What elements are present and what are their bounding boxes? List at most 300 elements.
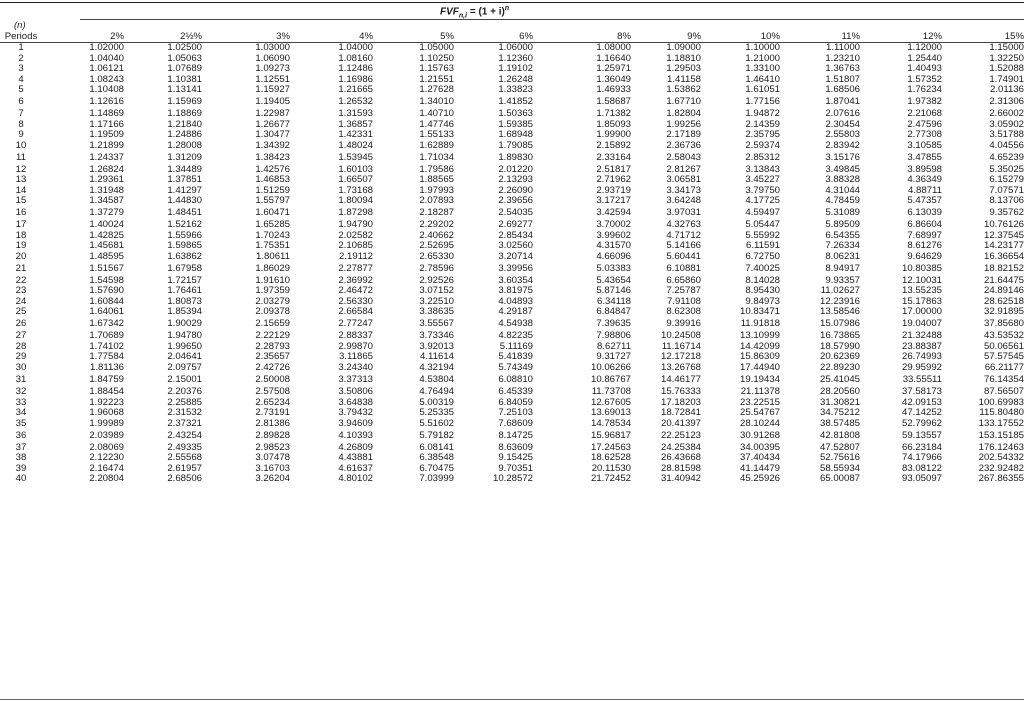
factor-cell: 3.49845 bbox=[825, 163, 860, 175]
period-cell: 23 bbox=[15, 285, 27, 297]
factor-cell: 76.14354 bbox=[983, 374, 1024, 386]
factor-cell: 6.08810 bbox=[498, 374, 533, 386]
factor-cell: 9.15425 bbox=[498, 452, 533, 464]
factor-cell: 9.64629 bbox=[907, 250, 942, 262]
factor-cell: 2.46472 bbox=[338, 285, 373, 297]
factor-cell: 34.75212 bbox=[819, 407, 860, 419]
factor-cell: 1.76461 bbox=[167, 285, 202, 297]
period-cell: 16 bbox=[15, 207, 27, 219]
factor-cell: 2.02582 bbox=[338, 229, 373, 241]
factor-cell: 21.64475 bbox=[983, 274, 1024, 286]
period-cell: 4 bbox=[18, 73, 24, 85]
factor-cell: 4.80102 bbox=[338, 473, 373, 485]
period-cell: 2 bbox=[18, 52, 24, 64]
factor-cell: 2.52695 bbox=[419, 240, 454, 252]
factor-cell: 52.79962 bbox=[901, 417, 942, 429]
factor-cell: 8.63609 bbox=[498, 441, 533, 453]
factor-cell: 3.16703 bbox=[255, 462, 290, 474]
period-cell: 32 bbox=[15, 386, 27, 398]
factor-cell: 22.89230 bbox=[819, 361, 860, 373]
factor-cell: 2.10685 bbox=[338, 240, 373, 252]
factor-cell: 21.32488 bbox=[901, 330, 942, 342]
factor-cell: 9.93357 bbox=[825, 274, 860, 286]
factor-cell: 11.91818 bbox=[740, 318, 780, 330]
factor-cell: 32.91895 bbox=[983, 306, 1024, 318]
factor-cell: 83.08122 bbox=[901, 462, 942, 474]
factor-cell: 1.77584 bbox=[89, 351, 124, 363]
factor-cell: 4.65239 bbox=[989, 151, 1024, 163]
factor-cell: 1.26824 bbox=[89, 163, 124, 175]
factor-cell: 5.89509 bbox=[825, 219, 860, 231]
table-row bbox=[0, 262, 1024, 276]
factor-cell: 1.90029 bbox=[167, 318, 202, 330]
factor-cell: 1.94872 bbox=[745, 108, 780, 120]
period-cell: 30 bbox=[15, 361, 27, 373]
factor-cell: 1.21840 bbox=[167, 118, 202, 130]
factor-cell: 1.31593 bbox=[338, 108, 373, 120]
factor-cell: 10.86767 bbox=[590, 374, 631, 386]
factor-cell: 3.92013 bbox=[419, 340, 454, 352]
factor-cell: 13.58546 bbox=[819, 306, 860, 318]
factor-cell: 6.84847 bbox=[596, 306, 631, 318]
factor-cell: 7.39635 bbox=[596, 318, 631, 330]
factor-cell: 1.13141 bbox=[167, 84, 202, 95]
factor-cell: 25.41045 bbox=[819, 374, 860, 386]
factor-cell: 2.13293 bbox=[498, 174, 533, 186]
factor-cell: 42.81808 bbox=[819, 429, 860, 441]
factor-cell: 2.55568 bbox=[167, 452, 202, 464]
factor-cell: 1.26532 bbox=[338, 96, 373, 108]
factor-cell: 1.71382 bbox=[596, 108, 631, 120]
factor-cell: 2.39656 bbox=[498, 195, 533, 207]
factor-cell: 1.36763 bbox=[825, 63, 860, 74]
factor-cell: 6.72750 bbox=[745, 250, 780, 262]
factor-cell: 7.68997 bbox=[907, 229, 942, 241]
factor-cell: 8.62308 bbox=[666, 306, 701, 318]
factor-cell: 7.03999 bbox=[419, 473, 454, 485]
factor-cell: 1.74901 bbox=[989, 73, 1024, 85]
factor-cell: 18.57990 bbox=[819, 340, 860, 352]
factor-cell: 11.73708 bbox=[591, 386, 631, 398]
factor-cell: 25.54767 bbox=[739, 407, 780, 419]
factor-cell: 10.28572 bbox=[492, 473, 533, 485]
table-row bbox=[0, 207, 1024, 221]
factor-cell: 23.88387 bbox=[901, 340, 942, 352]
factor-cell: 22.25123 bbox=[660, 429, 701, 441]
factor-cell: 1.57352 bbox=[907, 73, 942, 85]
factor-cell: 3.11865 bbox=[339, 351, 373, 363]
factor-cell: 4.32763 bbox=[666, 219, 701, 231]
factor-cell: 1.73168 bbox=[338, 184, 373, 196]
factor-cell: 3.07478 bbox=[255, 452, 290, 464]
factor-cell: 38.57485 bbox=[819, 417, 860, 429]
factor-cell: 3.06581 bbox=[666, 174, 701, 186]
factor-cell: 3.15176 bbox=[825, 151, 860, 163]
factor-cell: 13.69013 bbox=[590, 407, 631, 419]
period-cell: 40 bbox=[15, 473, 27, 485]
factor-cell: 1.60471 bbox=[255, 207, 290, 219]
factor-cell: 1.34489 bbox=[167, 163, 202, 175]
period-cell: 35 bbox=[15, 417, 27, 429]
factor-cell: 2.56330 bbox=[338, 295, 373, 307]
factor-cell: 17.44940 bbox=[739, 361, 780, 373]
factor-cell: 15.96817 bbox=[590, 429, 631, 441]
factor-cell: 24.25384 bbox=[660, 441, 701, 453]
factor-cell: 1.24886 bbox=[167, 129, 202, 141]
factor-cell: 10.80385 bbox=[901, 262, 942, 274]
factor-cell: 7.26334 bbox=[825, 240, 860, 252]
factor-cell: 5.05447 bbox=[745, 219, 780, 231]
factor-cell: 37.85680 bbox=[983, 318, 1024, 330]
factor-cell: 18.62528 bbox=[590, 452, 631, 464]
factor-cell: 5.11169 bbox=[499, 340, 533, 352]
factor-cell: 30.91268 bbox=[739, 429, 780, 441]
factor-cell: 1.88454 bbox=[89, 386, 124, 398]
factor-cell: 4.76494 bbox=[419, 386, 454, 398]
factor-cell: 1.06121 bbox=[89, 63, 124, 74]
period-cell: 12 bbox=[15, 163, 27, 175]
factor-cell: 2.81267 bbox=[666, 163, 701, 175]
factor-cell: 1.60103 bbox=[338, 163, 373, 175]
factor-cell: 59.13557 bbox=[901, 429, 942, 441]
factor-cell: 12.67605 bbox=[590, 396, 631, 408]
table-body bbox=[0, 43, 1024, 485]
table-row bbox=[0, 318, 1024, 332]
factor-cell: 2.31306 bbox=[989, 96, 1024, 108]
factor-cell: 4.10393 bbox=[338, 429, 373, 441]
factor-cell: 1.82804 bbox=[666, 108, 701, 120]
factor-cell: 3.64248 bbox=[666, 195, 701, 207]
factor-cell: 1.11000 bbox=[826, 42, 860, 53]
factor-cell: 4.61637 bbox=[338, 462, 373, 474]
factor-cell: 3.99602 bbox=[596, 229, 631, 241]
factor-cell: 1.99900 bbox=[596, 129, 631, 141]
rate-header: 8% bbox=[533, 30, 631, 43]
rate-header: 4% bbox=[290, 30, 373, 43]
factor-cell: 50.06561 bbox=[983, 340, 1024, 352]
factor-cell: 47.14252 bbox=[901, 407, 942, 419]
factor-cell: 13.10999 bbox=[739, 330, 780, 342]
factor-cell: 5.41839 bbox=[498, 351, 533, 363]
table-row bbox=[0, 252, 1024, 263]
factor-cell: 2.16474 bbox=[89, 462, 124, 474]
factor-cell: 2.33164 bbox=[596, 151, 631, 163]
factor-cell: 1.72157 bbox=[167, 274, 202, 286]
factor-cell: 3.26204 bbox=[255, 473, 290, 485]
factor-cell: 1.75351 bbox=[255, 240, 290, 252]
factor-cell: 1.63862 bbox=[167, 250, 202, 262]
factor-cell: 7.40025 bbox=[745, 262, 780, 274]
factor-cell: 1.33823 bbox=[498, 84, 533, 95]
factor-cell: 5.14166 bbox=[666, 240, 701, 252]
factor-cell: 1.76234 bbox=[907, 84, 942, 95]
table-row bbox=[0, 373, 1024, 387]
factor-cell: 3.37313 bbox=[338, 374, 373, 386]
n-label: (n) bbox=[14, 20, 26, 31]
factor-cell: 8.14028 bbox=[745, 274, 780, 286]
factor-cell: 3.81975 bbox=[498, 285, 533, 297]
factor-cell: 58.55934 bbox=[819, 462, 860, 474]
formula-symbol: FVF bbox=[440, 6, 459, 18]
factor-cell: 66.23184 bbox=[901, 441, 942, 453]
factor-cell: 5.74349 bbox=[498, 361, 533, 373]
factor-cell: 23.22515 bbox=[739, 396, 780, 408]
factor-cell: 9.84973 bbox=[745, 295, 780, 307]
rate-header: 5% bbox=[373, 30, 454, 43]
factor-cell: 1.96068 bbox=[89, 407, 124, 419]
factor-cell: 34.00395 bbox=[739, 441, 780, 453]
factor-cell: 1.84759 bbox=[89, 374, 124, 386]
factor-cell: 1.67710 bbox=[666, 96, 701, 108]
factor-cell: 1.91610 bbox=[255, 274, 290, 286]
factor-cell: 8.61276 bbox=[907, 240, 942, 252]
factor-cell: 1.05063 bbox=[167, 52, 202, 64]
factor-cell: 1.34392 bbox=[255, 139, 290, 151]
factor-cell: 2.30454 bbox=[825, 118, 860, 130]
rate-header: 3% bbox=[202, 30, 290, 43]
factor-cell: 1.40024 bbox=[89, 219, 124, 231]
factor-cell: 66.21177 bbox=[984, 361, 1024, 373]
factor-cell: 1.77156 bbox=[745, 96, 780, 108]
factor-cell: 1.16640 bbox=[596, 52, 631, 64]
factor-cell: 1.08160 bbox=[338, 52, 373, 64]
factor-cell: 1.27628 bbox=[419, 84, 454, 95]
period-cell: 3 bbox=[18, 63, 24, 74]
factor-cell: 28.81598 bbox=[660, 462, 701, 474]
factor-cell: 100.69983 bbox=[978, 396, 1024, 408]
factor-cell: 2.65330 bbox=[419, 250, 454, 262]
factor-cell: 9.70351 bbox=[498, 462, 533, 474]
factor-cell: 1.09000 bbox=[666, 42, 701, 53]
factor-cell: 1.14869 bbox=[89, 108, 124, 120]
factor-cell: 41.14479 bbox=[739, 462, 780, 474]
factor-cell: 15.76333 bbox=[660, 386, 701, 398]
factor-cell: 5.60441 bbox=[666, 250, 701, 262]
factor-cell: 9.39916 bbox=[666, 318, 701, 330]
factor-cell: 17.24563 bbox=[590, 441, 631, 453]
factor-cell: 1.68948 bbox=[498, 129, 533, 141]
factor-cell: 13.26768 bbox=[660, 361, 701, 373]
factor-cell: 1.74102 bbox=[89, 340, 124, 352]
period-cell: 7 bbox=[18, 108, 24, 120]
period-cell: 13 bbox=[15, 174, 27, 186]
factor-cell: 1.86029 bbox=[255, 262, 290, 274]
factor-cell: 2.09757 bbox=[167, 361, 202, 373]
factor-cell: 14.42099 bbox=[739, 340, 780, 352]
factor-cell: 3.17217 bbox=[596, 195, 631, 207]
factor-cell: 2.54035 bbox=[498, 207, 533, 219]
factor-cell: 1.46933 bbox=[596, 84, 631, 95]
factor-cell: 1.46410 bbox=[745, 73, 780, 85]
factor-cell: 7.91108 bbox=[667, 295, 701, 307]
factor-cell: 1.24337 bbox=[89, 151, 124, 163]
period-cell: 31 bbox=[15, 374, 27, 386]
factor-cell: 6.13039 bbox=[907, 207, 942, 219]
rate-header: 15% bbox=[942, 30, 1024, 43]
rate-header: 12% bbox=[860, 30, 942, 43]
rate-header: 10% bbox=[701, 30, 780, 43]
factor-cell: 18.72841 bbox=[660, 407, 701, 419]
factor-cell: 14.23177 bbox=[983, 240, 1024, 252]
factor-cell: 2.77247 bbox=[338, 318, 373, 330]
factor-cell: 1.12616 bbox=[89, 96, 124, 108]
table-row bbox=[0, 307, 1024, 318]
table-row bbox=[0, 96, 1024, 110]
factor-cell: 267.86355 bbox=[978, 473, 1024, 485]
factor-cell: 4.53804 bbox=[419, 374, 454, 386]
factor-cell: 2.81386 bbox=[255, 417, 290, 429]
period-cell: 26 bbox=[15, 318, 27, 330]
factor-cell: 1.42331 bbox=[338, 129, 373, 141]
factor-cell: 1.81136 bbox=[90, 361, 124, 373]
factor-cell: 1.52162 bbox=[167, 219, 202, 231]
factor-cell: 7.98806 bbox=[596, 330, 631, 342]
factor-cell: 2.03989 bbox=[89, 429, 124, 441]
factor-cell: 15.86309 bbox=[739, 351, 780, 363]
factor-cell: 2.08069 bbox=[89, 441, 124, 453]
factor-cell: 3.34173 bbox=[666, 184, 701, 196]
factor-cell: 21.11378 bbox=[740, 386, 780, 398]
factor-cell: 24.89146 bbox=[983, 285, 1024, 297]
factor-cell: 2.88337 bbox=[338, 330, 373, 342]
factor-cell: 3.88328 bbox=[825, 174, 860, 186]
factor-cell: 12.10031 bbox=[901, 274, 942, 286]
factor-cell: 1.26677 bbox=[255, 118, 290, 130]
factor-cell: 1.41158 bbox=[667, 73, 701, 85]
factor-cell: 1.85093 bbox=[596, 118, 631, 130]
factor-cell: 6.54355 bbox=[825, 229, 860, 241]
factor-cell: 2.36992 bbox=[338, 274, 373, 286]
factor-cell: 4.26809 bbox=[338, 441, 373, 453]
factor-cell: 1.60844 bbox=[89, 295, 124, 307]
factor-cell: 1.80873 bbox=[167, 295, 202, 307]
bottom-rule bbox=[0, 699, 1024, 700]
factor-cell: 1.42576 bbox=[255, 163, 290, 175]
factor-cell: 1.29361 bbox=[89, 174, 124, 186]
table-row bbox=[0, 387, 1024, 398]
factor-cell: 4.31044 bbox=[825, 184, 860, 196]
factor-cell: 93.05097 bbox=[901, 473, 942, 485]
factor-cell: 1.94780 bbox=[167, 330, 202, 342]
table-row bbox=[0, 151, 1024, 165]
factor-cell: 5.55992 bbox=[745, 229, 780, 241]
factor-cell: 1.12000 bbox=[907, 42, 942, 53]
factor-cell: 1.51807 bbox=[825, 73, 860, 85]
factor-cell: 1.33100 bbox=[745, 63, 780, 74]
factor-cell: 1.26248 bbox=[498, 73, 533, 85]
factor-cell: 4.36349 bbox=[907, 174, 942, 186]
factor-cell: 1.62889 bbox=[419, 139, 454, 151]
factor-cell: 6.38548 bbox=[419, 452, 454, 464]
factor-cell: 1.18869 bbox=[167, 108, 202, 120]
factor-cell: 1.71034 bbox=[419, 151, 454, 163]
factor-cell: 16.36654 bbox=[983, 250, 1024, 262]
factor-cell: 4.32194 bbox=[419, 361, 454, 373]
factor-cell: 6.86604 bbox=[907, 219, 942, 231]
period-cell: 17 bbox=[15, 219, 27, 231]
factor-cell: 52.75616 bbox=[819, 452, 860, 464]
factor-cell: 2.85434 bbox=[498, 229, 533, 241]
factor-cell: 43.53532 bbox=[983, 330, 1024, 342]
factor-cell: 1.53862 bbox=[666, 84, 701, 95]
factor-cell: 1.10250 bbox=[419, 52, 454, 64]
rate-header: 2½% bbox=[124, 30, 202, 43]
factor-cell: 20.62369 bbox=[819, 351, 860, 363]
factor-cell: 1.53945 bbox=[338, 151, 373, 163]
factor-cell: 37.40434 bbox=[739, 452, 780, 464]
factor-cell: 2.65234 bbox=[255, 396, 290, 408]
table-row bbox=[0, 141, 1024, 152]
period-cell: 34 bbox=[15, 407, 27, 419]
factor-cell: 2.18287 bbox=[419, 207, 454, 219]
factor-cell: 1.88565 bbox=[419, 174, 454, 186]
period-cell: 10 bbox=[15, 139, 27, 151]
factor-cell: 10.06266 bbox=[590, 361, 631, 373]
factor-cell: 3.45227 bbox=[745, 174, 780, 186]
factor-cell: 1.58687 bbox=[596, 96, 631, 108]
rate-header: 2% bbox=[42, 30, 124, 43]
factor-cell: 2.04641 bbox=[167, 351, 202, 363]
factor-cell: 4.31570 bbox=[596, 240, 631, 252]
factor-cell: 2.51817 bbox=[596, 163, 631, 175]
factor-cell: 1.25440 bbox=[907, 52, 942, 64]
factor-cell: 2.55803 bbox=[825, 129, 860, 141]
factor-cell: 1.32250 bbox=[989, 52, 1024, 64]
factor-cell: 1.21000 bbox=[745, 52, 780, 64]
period-cell: 18 bbox=[15, 229, 27, 241]
factor-cell: 4.43881 bbox=[338, 452, 373, 464]
factor-cell: 1.37851 bbox=[167, 174, 202, 186]
factor-cell: 5.87146 bbox=[596, 285, 631, 297]
period-cell: 36 bbox=[15, 429, 27, 441]
factor-cell: 1.29503 bbox=[666, 63, 701, 74]
factor-cell: 1.19405 bbox=[255, 96, 290, 108]
factor-cell: 2.21068 bbox=[907, 108, 942, 120]
formula-superscript: n bbox=[504, 5, 510, 12]
factor-cell: 1.22987 bbox=[255, 108, 290, 120]
factor-cell: 5.79182 bbox=[419, 429, 454, 441]
factor-cell: 1.52088 bbox=[989, 63, 1024, 74]
factor-cell: 1.02000 bbox=[89, 42, 124, 53]
rate-header: 9% bbox=[631, 30, 701, 43]
factor-cell: 1.30477 bbox=[255, 129, 290, 141]
factor-cell: 8.94917 bbox=[825, 262, 860, 274]
factor-cell: 2.15892 bbox=[596, 139, 631, 151]
factor-cell: 3.89598 bbox=[907, 163, 942, 175]
factor-cell: 31.30821 bbox=[819, 396, 860, 408]
factor-cell: 1.15969 bbox=[167, 96, 202, 108]
factor-cell: 9.35762 bbox=[989, 207, 1024, 219]
factor-cell: 57.57545 bbox=[983, 351, 1024, 363]
factor-cell: 2.22129 bbox=[255, 330, 290, 342]
period-cell: 29 bbox=[15, 351, 27, 363]
factor-cell: 1.87041 bbox=[825, 96, 860, 108]
period-cell: 19 bbox=[15, 240, 27, 252]
factor-cell: 2.57508 bbox=[255, 386, 290, 398]
factor-cell: 3.24340 bbox=[338, 361, 373, 373]
factor-cell: 21.72452 bbox=[590, 473, 631, 485]
factor-cell: 1.67958 bbox=[167, 262, 202, 274]
factor-cell: 1.09273 bbox=[255, 63, 290, 74]
factor-cell: 18.82152 bbox=[983, 262, 1024, 274]
formula-equals: = bbox=[467, 6, 479, 18]
factor-cell: 3.97031 bbox=[666, 207, 701, 219]
factor-cell: 1.19102 bbox=[498, 63, 533, 74]
factor-cell: 2.66584 bbox=[338, 306, 373, 318]
factor-cell: 1.97382 bbox=[907, 96, 942, 108]
factor-cell: 1.04040 bbox=[89, 52, 124, 64]
factor-cell: 2.50008 bbox=[255, 374, 290, 386]
